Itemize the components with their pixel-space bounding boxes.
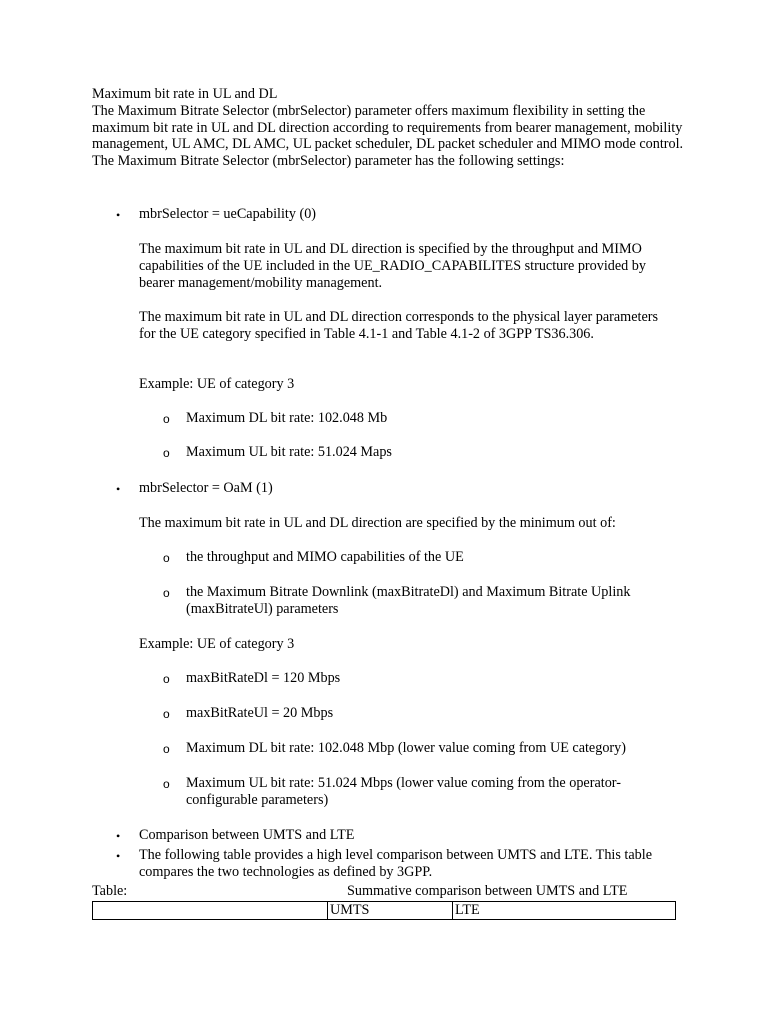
bullet2-sub2: the Maximum Bitrate Downlink (maxBitrateDl) and Maximum Bitrate Uplink (maxBitrateUl) parameters [186,584,631,617]
sub-bullet-icon: o [163,707,170,721]
bullet1-sub1: Maximum DL bit rate: 102.048 Mb [186,410,388,426]
table-header-cell [93,902,328,920]
bullet2-sub1: the throughput and MIMO capabilities of the UE [186,549,464,565]
sub-bullet-icon: o [163,551,170,565]
sub-bullet-icon: o [163,446,170,460]
bullet2-sub3: maxBitRateDl = 120 Mbps [186,670,341,686]
table-label: Table: [92,883,128,899]
table-header-cell: LTE [453,902,676,920]
settings-intro: The Maximum Bitrate Selector (mbrSelector) parameter has the following settings: [92,153,565,170]
bullet-icon: • [116,208,121,222]
bullet-icon: • [116,849,121,863]
bullet4-text: The following table provides a high level comparison between UMTS and LTE. This table compares the two technologies as defined by 3GPP. [139,847,653,880]
bullet1-sub2: Maximum UL bit rate: 51.024 Maps [186,444,392,460]
document-heading: Maximum bit rate in UL and DL [92,86,278,102]
intro-section [92,86,692,170]
sub-bullet-icon: o [163,742,170,756]
sub-bullet-icon: o [163,777,170,791]
bullet1-title: mbrSelector = ueCapability (0) [139,206,317,222]
bullet3-text: Comparison between UMTS and LTE [139,827,355,843]
bullet1-example: Example: UE of category 3 [139,376,295,392]
bullet2-sub5: Maximum DL bit rate: 102.048 Mbp (lower value coming from UE category) [186,740,626,756]
bullet2-title: mbrSelector = OaM (1) [139,480,273,496]
bullet1-para1: The maximum bit rate in UL and DL direction is specified by the throughput and MIMO capabilities of the UE included in the UE_RADIO_CAPABILITES structure provided by bearer management/mobility management. [139,241,646,291]
sub-bullet-icon: o [163,586,170,600]
table-header-cell: UMTS [328,902,453,920]
bullet2-sub6: Maximum UL bit rate: 51.024 Mbps (lower value coming from the operator-configurable parameters) [186,775,621,808]
table-caption: Summative comparison between UMTS and LTE [347,883,628,899]
sub-bullet-icon: o [163,672,170,686]
intro-paragraph: The Maximum Bitrate Selector (mbrSelector) parameter offers maximum flexibility in setting the maximum bit rate in UL and DL direction according to requirements from bearer management, mobility management, UL AMC, DL AMC, UL packet scheduler, DL packet scheduler and MIMO mode control. [92,102,684,153]
comparison-table [92,901,676,920]
bullet-icon: • [116,482,121,496]
bullet2-example: Example: UE of category 3 [139,636,295,652]
bullet2-sub4: maxBitRateUl = 20 Mbps [186,705,334,721]
bullet2-para1: The maximum bit rate in UL and DL direction are specified by the minimum out of: [139,515,616,531]
bullet-icon: • [116,829,121,843]
bullet1-para2: The maximum bit rate in UL and DL direction corresponds to the physical layer parameters for the UE category specified in Table 4.1-1 and Table 4.1-2 of 3GPP TS36.306. [139,309,658,342]
table-header-row [93,902,676,920]
sub-bullet-icon: o [163,412,170,426]
